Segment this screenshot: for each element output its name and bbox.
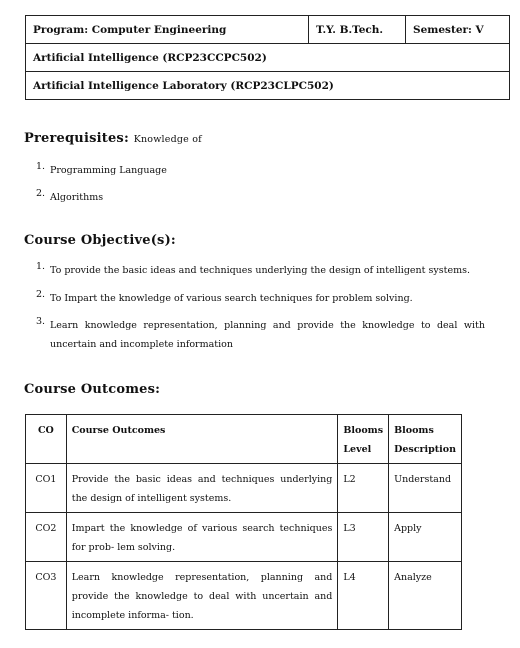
objectives-list <box>0 261 520 356</box>
course-title-cell: Artificial Intelligence (RCP23CCPC502) <box>26 44 510 72</box>
column-header: Course Outcomes <box>66 415 338 464</box>
co-cell: CO2 <box>26 513 67 562</box>
co-cell: CO1 <box>26 464 67 513</box>
list-item: 1. Programming Language <box>36 161 167 176</box>
year-cell: T.Y. B.Tech. <box>309 16 406 44</box>
outcome-cell: Provide the basic ideas and techniques underlying the design of intelligent systems. <box>66 464 338 513</box>
course-header-table <box>25 15 510 100</box>
level-cell: L3 <box>338 513 389 562</box>
objectives-heading: Course Objective(s): <box>24 233 176 248</box>
semester-cell: Semester: V <box>406 16 510 44</box>
prerequisites-heading <box>24 131 202 146</box>
table-row <box>26 513 462 562</box>
lab-title-cell: Artificial Intelligence Laboratory (RCP23CLPC502) <box>26 72 510 100</box>
description-cell: Analyze <box>389 562 462 630</box>
course-outcomes-table <box>25 414 462 630</box>
table-row <box>26 562 462 630</box>
outcomes-heading: Course Outcomes: <box>24 382 161 397</box>
level-cell: L2 <box>338 464 389 513</box>
prerequisites-label: Prerequisites: <box>24 131 129 146</box>
description-cell: Apply <box>389 513 462 562</box>
list-item: 3. Learn knowledge representation, planning and provide the knowledge to deal with uncertain and incomplete information <box>36 316 485 350</box>
table-header-row <box>26 415 462 464</box>
level-cell: L4 <box>338 562 389 630</box>
co-cell: CO3 <box>26 562 67 630</box>
prerequisites-intro: Knowledge of <box>133 134 202 145</box>
program-cell: Program: Computer Engineering <box>26 16 309 44</box>
prerequisites-list <box>0 161 520 215</box>
table-row <box>26 464 462 513</box>
description-cell: Understand <box>389 464 462 513</box>
list-item: 2. To Impart the knowledge of various search techniques for problem solving. <box>36 289 413 304</box>
column-header: Blooms Level <box>338 415 389 464</box>
column-header: CO <box>26 415 67 464</box>
list-item: 2. Algorithms <box>36 188 104 203</box>
outcome-cell: Impart the knowledge of various search techniques for prob- lem solving. <box>66 513 338 562</box>
column-header: Blooms Description <box>389 415 462 464</box>
outcome-cell: Learn knowledge representation, planning and provide the knowledge to deal with uncertain and incomplete informa- tion. <box>66 562 338 630</box>
list-item: 1. To provide the basic ideas and techniques underlying the design of intelligent systems. <box>36 261 470 276</box>
